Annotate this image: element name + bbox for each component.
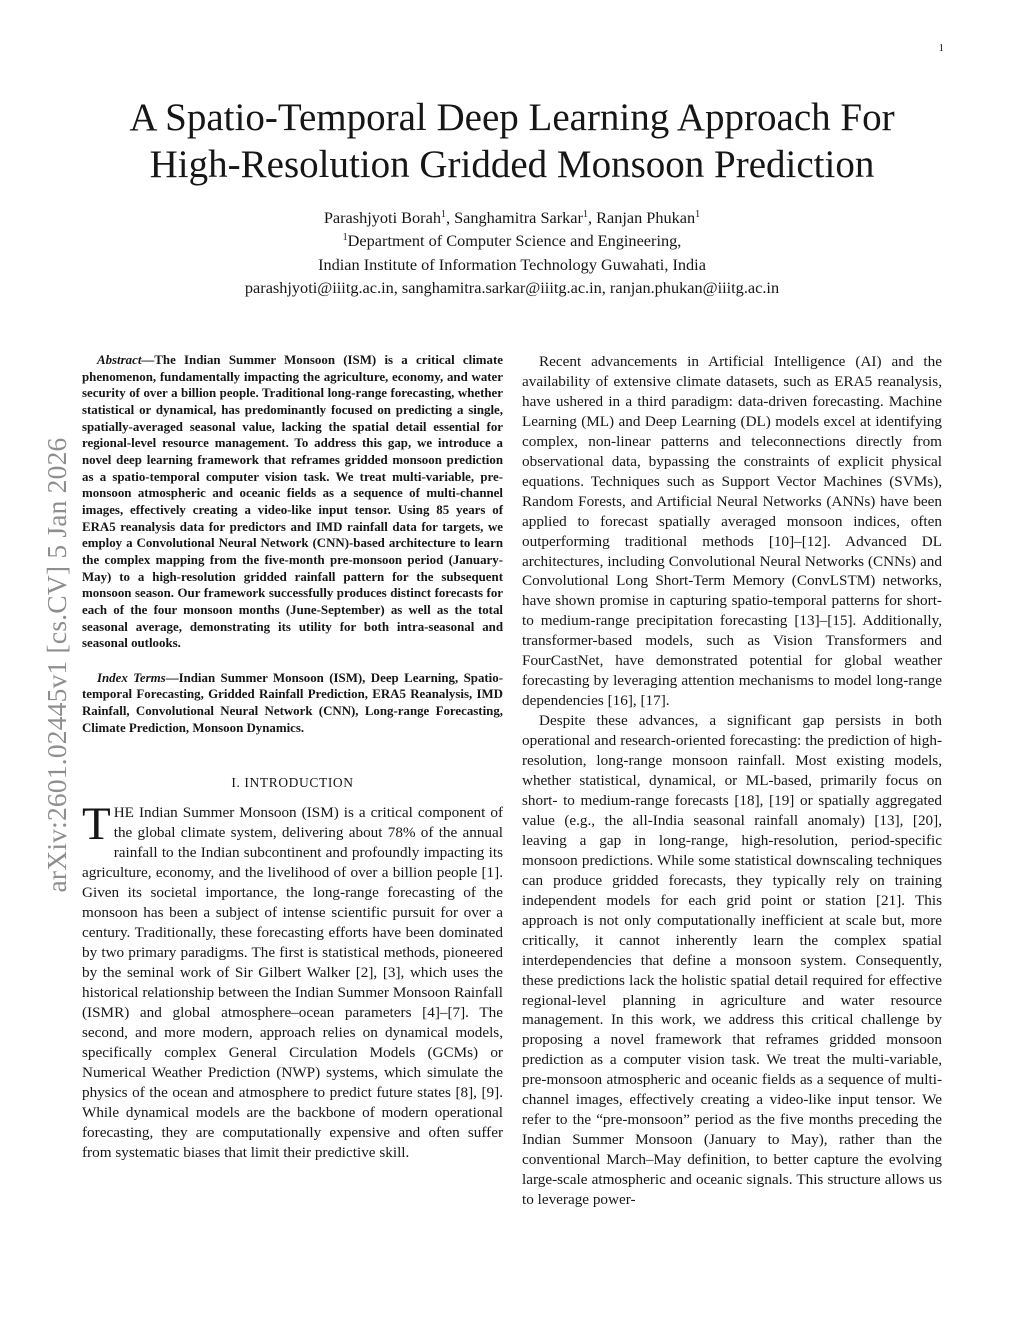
affiliation-mark: 1 — [440, 209, 446, 220]
author-block — [60, 206, 964, 300]
intro-paragraph-3: Despite these advances, a significant gap persists in both operational and research-oriented forecasting: the prediction of high-resolution, long-range monsoon rainfall. Most existing models, whether statistical, dynamical, or ML-based, primarily focus on short- to medium-range forecasts [18], [19] or spatially aggregated value (e.g., the all-India seasonal rainfall anomaly) [13], [20], leaving a gap in long-range, high-resolution, period-specific monsoon predictions. While some statistical downscaling techniques can produce gridded forecasts, they typically rely on training independent models for each grid point or station [21]. This approach is not only computationally inefficient at scale but, more critically, it cannot inherently learn the complex spatial interdependencies that define a monsoon system. Consequently, these predictions lack the holistic spatial detail required for effective regional-level planning in agriculture and water resource management. In this work, we address this critical challenge by proposing a novel framework that reframes gridded monsoon prediction as a computer vision task. We treat the multi-variable, pre-monsoon atmospheric and oceanic fields as a sequence of multi-channel images, effectively creating a video-like input tensor. We refer to the “pre-monsoon” period as the five months preceding the Indian Summer Monsoon (January to May), rather than the conventional March–May definition, to better capture the evolving large-scale atmospheric and oceanic signals. This structure allows us to leverage power- — [522, 712, 942, 1209]
affiliation-mark: 1 — [342, 232, 348, 244]
title-line-1: A Spatio-Temporal Deep Learning Approach For — [129, 96, 895, 139]
author-names: Parashjyoti Borah$^1$, Sanghamitra Sarkar$^1$, Ranjan Phukan$^1$ — [323, 208, 701, 227]
author-name: Ranjan Phukan — [596, 208, 696, 227]
intro-paragraph-2: Recent advancements in Artificial Intelligence (AI) and the availability of extensive climate datasets, such as ERA5 reanalysis, have ushered in a third paradigm: data-driven forecasting. Machine Learning (ML) and Deep Learning (DL) models excel at identifying complex, non-linear patterns and teleconnections directly from observational data, bypassing the constraints of explicit physical equations. Techniques such as Support Vector Machines (SVMs), Random Forests, and Artificial Neural Networks (ANNs) have been applied to forecast spatially averaged monsoon indices, often outperforming traditional methods [10]–[12]. Advanced DL architectures, including Convolutional Neural Networks (CNNs) and Convolutional Long Short-Term Memory (ConvLSTM) networks, have shown promise in capturing spatio-temporal patterns for short- to medium-range precipitation forecasting [13]–[15]. Additionally, transformer-based models, such as Vision Transformers and FourCastNet, have demonstrated potential for global weather forecasting by leveraging attention mechanisms to model long-range dependencies [16], [17]. — [522, 353, 942, 710]
right-column — [522, 352, 942, 1210]
author-institute: Indian Institute of Information Technology Guwahati, India — [318, 254, 706, 274]
left-column — [82, 352, 503, 1163]
index-terms-text: —Indian Summer Monsoon (ISM), Deep Learning, Spatio-temporal Forecasting, Gridded Rainfall Prediction, ERA5 Reanalysis, IMD Rainfall, Convolutional Neural Network (CNN), Long-range Forecasting, Climate Prediction, Monsoon Dynamics. — [82, 670, 503, 735]
page-number: 1 — [938, 42, 944, 54]
affiliation-mark: 1 — [582, 209, 588, 220]
intro-paragraph-1 — [82, 798, 503, 1162]
author-emails: parashjyoti@iiitg.ac.in, sanghamitra.sarkar@iiitg.ac.in, ranjan.phukan@iiitg.ac.in — [244, 278, 780, 298]
index-terms — [82, 670, 503, 737]
author-department: $^1$Department of Computer Science and Engineering, — [342, 231, 682, 251]
affiliation-mark: 1 — [695, 209, 701, 220]
paper-title — [60, 94, 964, 188]
abstract-label: Abstract — [97, 353, 142, 367]
arxiv-stamp: arXiv:2601.02445v1 [cs.CV] 5 Jan 2026 — [41, 437, 72, 893]
author-name: Parashjyoti Borah — [323, 208, 441, 227]
intro-paragraph-1-text: Indian Summer Monsoon (ISM) is a critical component of the global climate system, delivering about 78% of the annual rainfall to the Indian subcontinent and profoundly impacting its agriculture, economy, and the livelihood of over a billion people [1]. Given its societal importance, the long-range forecasting of the monsoon has been a subject of intense scientific pursuit for over a century. Traditionally, these forecasting efforts have been dominated by two primary paradigms. The first is statistical methods, pioneered by the seminal work of Sir Gilbert Walker [2], [3], which uses the historical relationship between the Indian Summer Monsoon Rainfall (ISMR) and global atmosphere–ocean parameters [4]–[7]. The second, and more modern, approach relies on dynamical models, specifically complex General Circulation Models (GCMs) or Numerical Weather Prediction (NWP) systems, which simulate the physics of the ocean and atmosphere to predict future states [8], [9]. While dynamical models are the backbone of modern operational forecasting, they are computationally expensive and often suffer from systematic biases that limit their predictive skill. — [82, 804, 503, 1161]
intro-lead: HE — [113, 804, 134, 822]
section-heading-introduction: I. INTRODUCTION — [231, 775, 354, 791]
abstract — [82, 352, 503, 652]
index-terms-label: Index Terms — [97, 670, 166, 685]
drop-cap: T — [82, 798, 111, 851]
abstract-text: —The Indian Summer Monsoon (ISM) is a critical climate phenomenon, fundamentally impacting the agriculture, economy, and water security of over a billion people. Traditional long-range forecasting, whether statistical or dynamical, has predominantly focused on predicting a single, spatially-averaged seasonal value, lacking the spatial detail essential for regional-level resource management. To address this gap, we introduce a novel deep learning framework that reframes gridded monsoon prediction as a spatio-temporal computer vision task. We treat multi-variable, pre-monsoon atmospheric and oceanic fields as a sequence of multi-channel images, effectively creating a video-like input tensor. Using 85 years of ERA5 reanalysis data for predictors and IMD rainfall data for targets, we employ a Convolutional Neural Network (CNN)-based architecture to learn the complex mapping from the five-month pre-monsoon period (January-May) to a high-resolution gridded rainfall pattern for the subsequent monsoon season. Our framework successfully produces distinct forecasts for each of the four monsoon months (June-September) as well as the total seasonal average, demonstrating its utility for both intra-seasonal and seasonal outlooks. — [82, 353, 503, 651]
title-line-2: High-Resolution Gridded Monsoon Prediction — [149, 143, 875, 186]
author-name: Sanghamitra Sarkar — [454, 208, 583, 227]
